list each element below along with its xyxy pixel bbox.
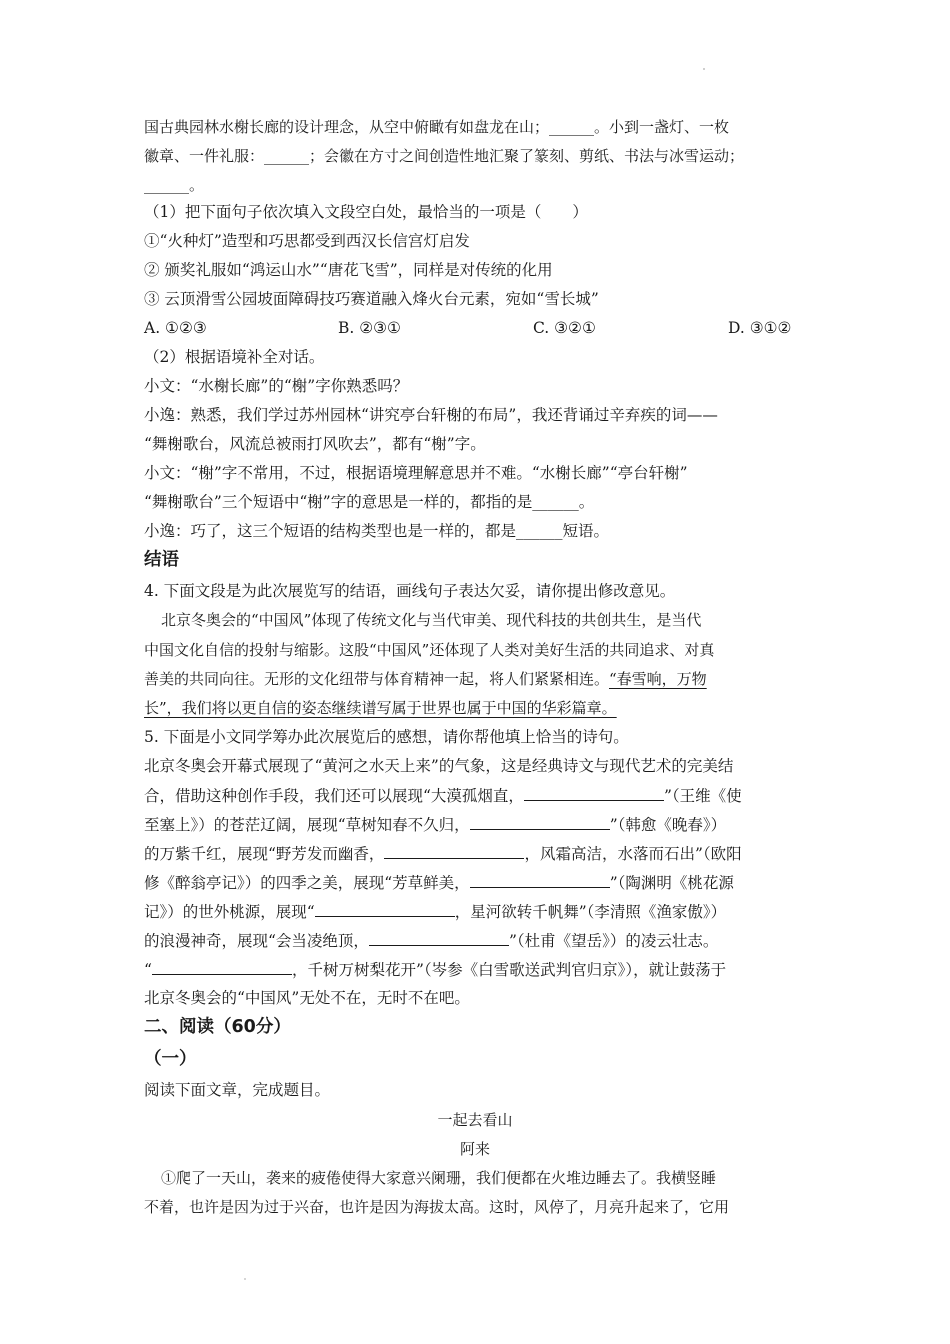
option-a: A. ①②③ xyxy=(144,319,207,337)
reading-instruction: 阅读下面文章，完成题目。 xyxy=(144,1081,331,1099)
intro-line-1: 国古典园林水榭长廊的设计理念，从空中俯瞰有如盘龙在山；______。小到一盏灯、一枚 xyxy=(144,118,730,136)
option-c: C. ③②① xyxy=(533,319,596,337)
q4-paragraph-line-1: 北京冬奥会的“中国风”体现了传统文化与当代审美、现代科技的共创共生，是当代 xyxy=(161,611,702,629)
section-heading-reading: 二、阅读（60分） xyxy=(144,1017,291,1037)
q5-text: 的浪漫神奇，展现“会当凌绝顶， xyxy=(144,932,369,950)
q5-line-3 xyxy=(144,814,816,835)
q4-paragraph-line-4 xyxy=(144,698,816,718)
q5-text: 合，借助这种创作手段，我们还可以展现“大漠孤烟直， xyxy=(144,787,524,805)
dialog-line-4: 小文：“榭”字不常用，不过，根据语境理解意思并不难。“水榭长廊”“亭台轩榭” xyxy=(144,464,688,482)
q5-line-8 xyxy=(144,959,816,980)
q5-text: 至塞上》）的苍茫辽阔，展现“草树知春不久归， xyxy=(144,816,470,834)
intro-line-2: 徽章、一件礼服：______；会徽在方寸之间创造性地汇聚了篆刻、剪纸、书法与冰雪运动； xyxy=(144,147,745,165)
q3-1-item-2: ② 颁奖礼服如“鸿运山水”“唐花飞雪”，同样是对传统的化用 xyxy=(144,261,553,279)
q5-text: ，星河欲转千帆舞”（李清照《渔家傲》） xyxy=(454,903,727,921)
q5-text: ”（王维《使 xyxy=(663,787,742,805)
q3-1-item-1: ①“火种灯”造型和巧思都受到西汉长信宫灯启发 xyxy=(144,232,470,250)
q5-line-6 xyxy=(144,901,816,922)
q4-underlined-sentence-start: “春雪响，万物 xyxy=(609,670,707,688)
q5-text: 修《醉翁亭记》）的四季之美，展现“芳草鲜美， xyxy=(144,874,470,892)
answer-blank[interactable] xyxy=(369,930,509,946)
dialog-line-6: 小逸：巧了，这三个短语的结构类型也是一样的，都是______短语。 xyxy=(144,522,610,540)
dialog-line-2: 小逸：熟悉，我们学过苏州园林“讲究亭台轩榭的布局”，我还背诵过辛弃疾的词—— xyxy=(144,406,718,424)
q4-prompt: 4. 下面文段是为此次展览写的结语，画线句子表达欠妥，请你提出修改意见。 xyxy=(144,582,676,600)
answer-blank[interactable] xyxy=(384,843,524,859)
q5-text: ”（韩愈《晚春》） xyxy=(609,816,727,834)
article-line-1: ①爬了一天山，袭来的疲倦使得大家意兴阑珊，我们便都在火堆边睡去了。我横竖睡 xyxy=(161,1169,717,1187)
answer-blank[interactable] xyxy=(470,814,610,830)
subsection-heading: （一） xyxy=(144,1049,197,1069)
answer-blank[interactable] xyxy=(152,959,292,975)
q4-plain-text: 善美的共同向往。无形的文化纽带与体育精神一起，将人们紧紧相连。 xyxy=(144,670,610,688)
answer-blank[interactable] xyxy=(315,901,455,917)
dialog-line-3: “舞榭歌台，风流总被雨打风吹去”，都有“榭”字。 xyxy=(144,435,486,453)
q5-text: ”（陶渊明《桃花源 xyxy=(609,874,734,892)
q3-1-item-3: ③ 云顶滑雪公园坡面障碍技巧赛道融入烽火台元素，宛如“雪长城” xyxy=(144,290,599,308)
q5-prompt: 5. 下面是小文同学筹办此次展览后的感想，请你帮他填上恰当的诗句。 xyxy=(144,728,629,746)
q3-1-prompt: （1）把下面句子依次填入文段空白处，最恰当的一项是（ ） xyxy=(144,203,588,221)
q5-line-1: 北京冬奥会开幕式展现了“黄河之水天上来”的气象，这是经典诗文与现代艺术的完美结 xyxy=(144,757,734,775)
q5-text: 的万紫千红，展现“野芳发而幽香， xyxy=(144,845,385,863)
answer-blank[interactable] xyxy=(524,785,664,801)
q5-text: 记》）的世外桃源，展现“ xyxy=(144,903,315,921)
q5-line-4 xyxy=(144,843,816,864)
q5-text: ，千树万树梨花开”（岑参《白雪歌送武判官归京》），就让鼓荡于 xyxy=(291,961,727,979)
option-b: B. ②③① xyxy=(338,319,401,337)
article-author: 阿来 xyxy=(459,1140,490,1158)
q3-2-prompt: （2）根据语境补全对话。 xyxy=(144,348,325,366)
option-d: D. ③①② xyxy=(728,319,792,337)
q5-line-5 xyxy=(144,872,816,893)
article-line-2: 不着，也许是因为过于兴奋，也许是因为海拔太高。这时，风停了，月亮升起来了，它用 xyxy=(144,1198,730,1216)
q5-line-7 xyxy=(144,930,816,951)
scan-speck xyxy=(244,1278,246,1280)
q5-text: ，风霜高洁，水落而石出”（欧阳 xyxy=(524,845,742,863)
q5-text: ”（杜甫《望岳》）的凌云壮志。 xyxy=(508,932,719,950)
q4-paragraph-line-2: 中国文化自信的投射与缩影。这股“中国风”还体现了人类对美好生活的共同追求、对真 xyxy=(144,641,715,659)
q4-paragraph-line-3 xyxy=(144,669,816,689)
q5-text: “ xyxy=(144,961,152,979)
q4-underlined-sentence-end: 长”，我们将以更自信的姿态继续谱写属于世界也属于中国的华彩篇章。 xyxy=(144,699,617,717)
answer-blank[interactable] xyxy=(470,872,610,888)
scan-speck xyxy=(703,68,705,70)
intro-line-3: ______。 xyxy=(144,176,205,194)
q5-line-2 xyxy=(144,785,816,806)
section-heading-conclusion: 结语 xyxy=(144,550,179,570)
dialog-line-1: 小文：“水榭长廊”的“榭”字你熟悉吗？ xyxy=(144,377,409,395)
dialog-line-5: “舞榭歌台”三个短语中“榭”字的意思是一样的，都指的是______。 xyxy=(144,493,595,511)
article-title: 一起去看山 xyxy=(437,1111,513,1129)
q5-line-9: 北京冬奥会的“中国风”无处不在，无时不在吧。 xyxy=(144,989,470,1007)
